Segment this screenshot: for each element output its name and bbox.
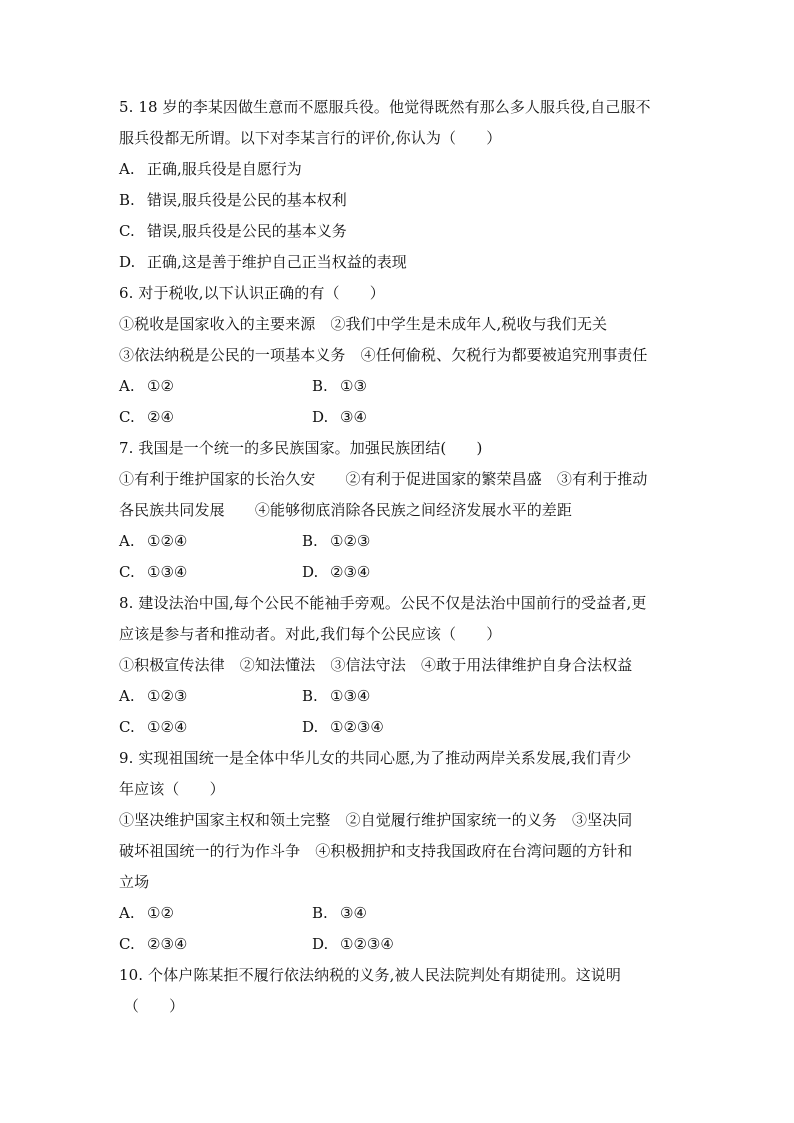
option-text: ③④ [340, 904, 367, 922]
option-text: 正确,这是善于维护自己正当权益的表现 [147, 253, 407, 271]
question-8-option-b [302, 681, 370, 712]
question-8-statements-line-1: ①积极宣传法律 ②知法懂法 ③信法守法 ④敢于用法律维护自身合法权益 [119, 656, 633, 674]
question-9-stem-line-1: 9. 实现祖国统一是全体中华儿女的共同心愿,为了推动两岸关系发展,我们青少 [119, 749, 632, 767]
option-text: ②④ [147, 408, 174, 426]
option-letter: C. [119, 718, 135, 736]
question-6-option-a [119, 371, 312, 402]
question-8-stem-line-1: 8. 建设法治中国,每个公民不能袖手旁观。公民不仅是法治中国前行的受益者,更 [119, 594, 647, 612]
option-letter: A. [119, 687, 135, 705]
option-letter: A. [119, 904, 135, 922]
question-8-stem-line-2: 应该是参与者和推动者。对此,我们每个公民应该（ ） [119, 625, 502, 643]
question-7 [119, 433, 679, 588]
option-text: ①③④ [330, 687, 371, 705]
option-letter: D. [312, 935, 329, 953]
question-5-stem-line-2: 服兵役都无所谓。以下对李某言行的评价,你认为（ ） [119, 129, 502, 147]
question-8-options-row-1 [119, 681, 679, 712]
option-letter: D. [302, 718, 319, 736]
question-9 [119, 743, 679, 960]
option-letter: C. [119, 563, 135, 581]
option-letter: A. [119, 532, 135, 550]
question-6-option-c [119, 402, 312, 433]
option-text: ①②④ [147, 718, 188, 736]
question-5-option-c [119, 216, 679, 247]
option-letter: D. [302, 563, 319, 581]
question-5-option-b [119, 185, 679, 216]
question-5 [119, 92, 679, 278]
option-text: 正确,服兵役是自愿行为 [147, 160, 302, 178]
question-9-option-a [119, 898, 312, 929]
question-7-statements-line-2: 各民族共同发展 ④能够彻底消除各民族之间经济发展水平的差距 [119, 501, 573, 519]
option-letter: B. [312, 377, 328, 395]
question-8 [119, 588, 679, 743]
question-9-option-c [119, 929, 312, 960]
option-text: ①②③④ [340, 935, 394, 953]
question-6-option-b [312, 371, 367, 402]
question-7-option-d [302, 557, 370, 588]
question-7-statements-line-1: ①有利于维护国家的长治久安 ②有利于促进国家的繁荣昌盛 ③有利于推动 [119, 470, 648, 488]
question-7-option-c [119, 557, 302, 588]
option-text: ①②③ [147, 687, 188, 705]
exam-questions [119, 92, 679, 1022]
option-text: ①②④ [147, 532, 188, 550]
question-8-option-c [119, 712, 302, 743]
option-letter: C. [119, 935, 135, 953]
option-text: ②③④ [330, 563, 371, 581]
question-7-options-row-1 [119, 526, 679, 557]
option-letter: B. [302, 687, 318, 705]
question-10 [119, 960, 679, 1022]
question-9-options-row-2 [119, 929, 679, 960]
option-letter: B. [312, 904, 328, 922]
option-text: ①② [147, 377, 174, 395]
question-6-stem-line-1: 6. 对于税收,以下认识正确的有（ ） [119, 284, 385, 302]
question-8-options-row-2 [119, 712, 679, 743]
question-6-options-row-2 [119, 402, 679, 433]
option-text: 错误,服兵役是公民的基本义务 [147, 222, 347, 240]
question-9-statements-line-3: 立场 [119, 873, 150, 891]
question-6 [119, 278, 679, 433]
option-letter: C. [119, 408, 135, 426]
question-7-stem-line-1: 7. 我国是一个统一的多民族国家。加强民族团结( ) [119, 439, 483, 457]
question-10-stem-line-1: 10. 个体户陈某拒不履行依法纳税的义务,被人民法院判处有期徒刑。这说明 [119, 966, 621, 984]
option-text: 错误,服兵役是公民的基本权利 [147, 191, 347, 209]
question-9-option-b [312, 898, 367, 929]
question-7-options-row-2 [119, 557, 679, 588]
question-9-statements-line-2: 破坏祖国统一的行为作斗争 ④积极拥护和支持我国政府在台湾问题的方针和 [119, 842, 633, 860]
question-10-stem-line-2: （ ） [119, 997, 185, 1015]
question-6-statements-line-1: ①税收是国家收入的主要来源 ②我们中学生是未成年人,税收与我们无关 [119, 315, 608, 333]
question-5-stem-line-1: 5. 18 岁的李某因做生意而不愿服兵役。他觉得既然有那么多人服兵役,自己服不 [119, 98, 651, 116]
option-text: ①②③ [330, 532, 371, 550]
question-5-option-a [119, 154, 679, 185]
option-letter: B. [119, 191, 135, 209]
option-letter: A. [119, 377, 135, 395]
question-9-options-row-1 [119, 898, 679, 929]
question-6-option-d [312, 402, 367, 433]
option-letter: D. [119, 253, 136, 271]
option-letter: A. [119, 160, 135, 178]
question-8-option-a [119, 681, 302, 712]
question-6-options-row-1 [119, 371, 679, 402]
question-6-statements-line-2: ③依法纳税是公民的一项基本义务 ④任何偷税、欠税行为都要被追究刑事责任 [119, 346, 648, 364]
option-text: ①③④ [147, 563, 188, 581]
question-7-option-b [302, 526, 370, 557]
question-9-statements-line-1: ①坚决维护国家主权和领土完整 ②自觉履行维护国家统一的义务 ③坚决同 [119, 811, 633, 829]
question-5-option-d [119, 247, 679, 278]
option-text: ②③④ [147, 935, 188, 953]
question-9-stem-line-2: 年应该（ ） [119, 780, 225, 798]
option-text: ③④ [340, 408, 367, 426]
question-9-option-d [312, 929, 394, 960]
option-text: ①②③④ [330, 718, 384, 736]
question-7-option-a [119, 526, 302, 557]
option-letter: B. [302, 532, 318, 550]
option-text: ①② [147, 904, 174, 922]
option-text: ①③ [340, 377, 367, 395]
option-letter: C. [119, 222, 135, 240]
question-8-option-d [302, 712, 384, 743]
option-letter: D. [312, 408, 329, 426]
